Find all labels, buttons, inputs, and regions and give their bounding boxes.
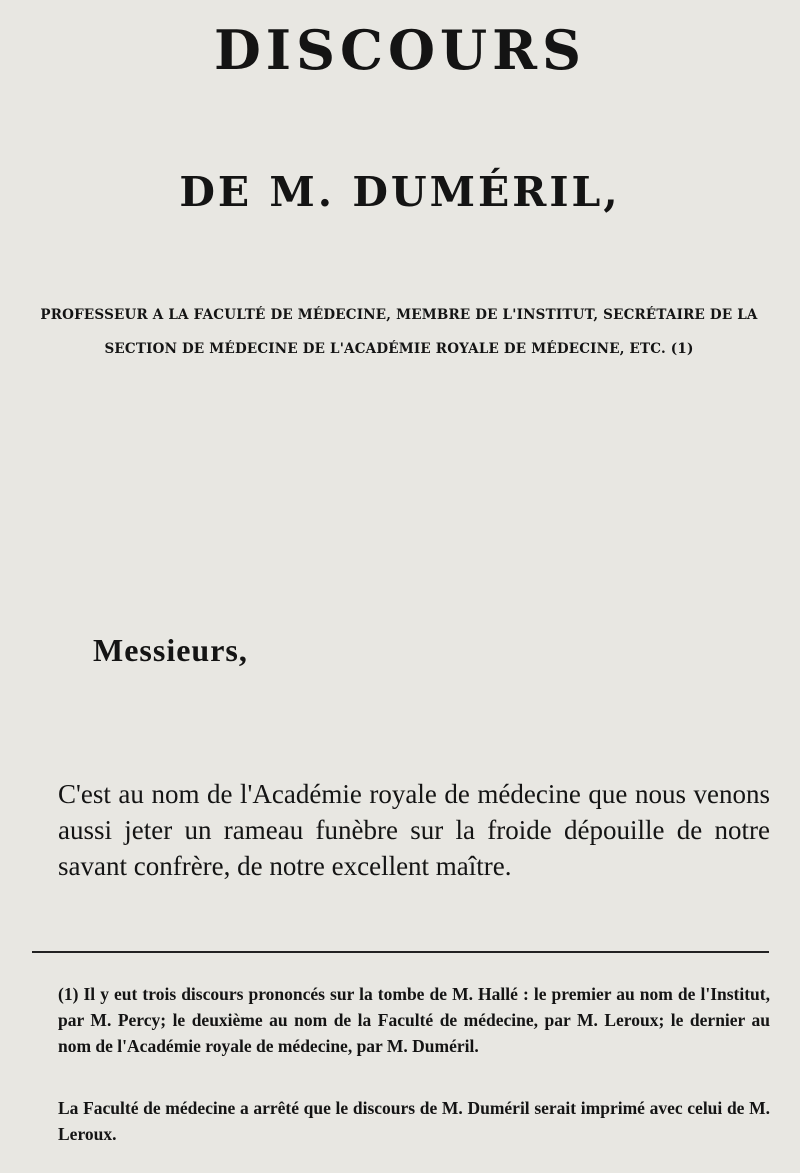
- footnote-divider: [32, 951, 769, 953]
- salutation: Messieurs,: [93, 632, 248, 668]
- author-credentials: PROFESSEUR A LA FACULTÉ DE MÉDECINE, MEMBRE DE L'INSTITUT, SECRÉTAIRE DE LA SECTION DE MÉDECINE DE L'ACADÉMIE ROYALE DE MÉDECINE, ETC. (1): [40, 307, 758, 357]
- footnote-1: (1) Il y eut trois discours prononcés sur la tombe de M. Hallé : le premier au nom de l'Institut, par M. Percy; le deuxième au nom de la Faculté de médecine, par M. Leroux; le dernier au nom de l'Académie royale de médecine, par M. Duméril.: [58, 984, 770, 1056]
- speech-paragraph: C'est au nom de l'Académie royale de médecine que nous venons aussi jeter un rameau funèbre sur la froide dépouille de notre savant confrère, de notre excellent maître.: [58, 779, 770, 881]
- document-title: DISCOURS: [213, 18, 587, 82]
- author-heading: DE M. DUMÉRIL,: [179, 168, 621, 216]
- footnote-note: La Faculté de médecine a arrêté que le discours de M. Duméril serait imprimé avec celui de M. Leroux.: [58, 1098, 770, 1144]
